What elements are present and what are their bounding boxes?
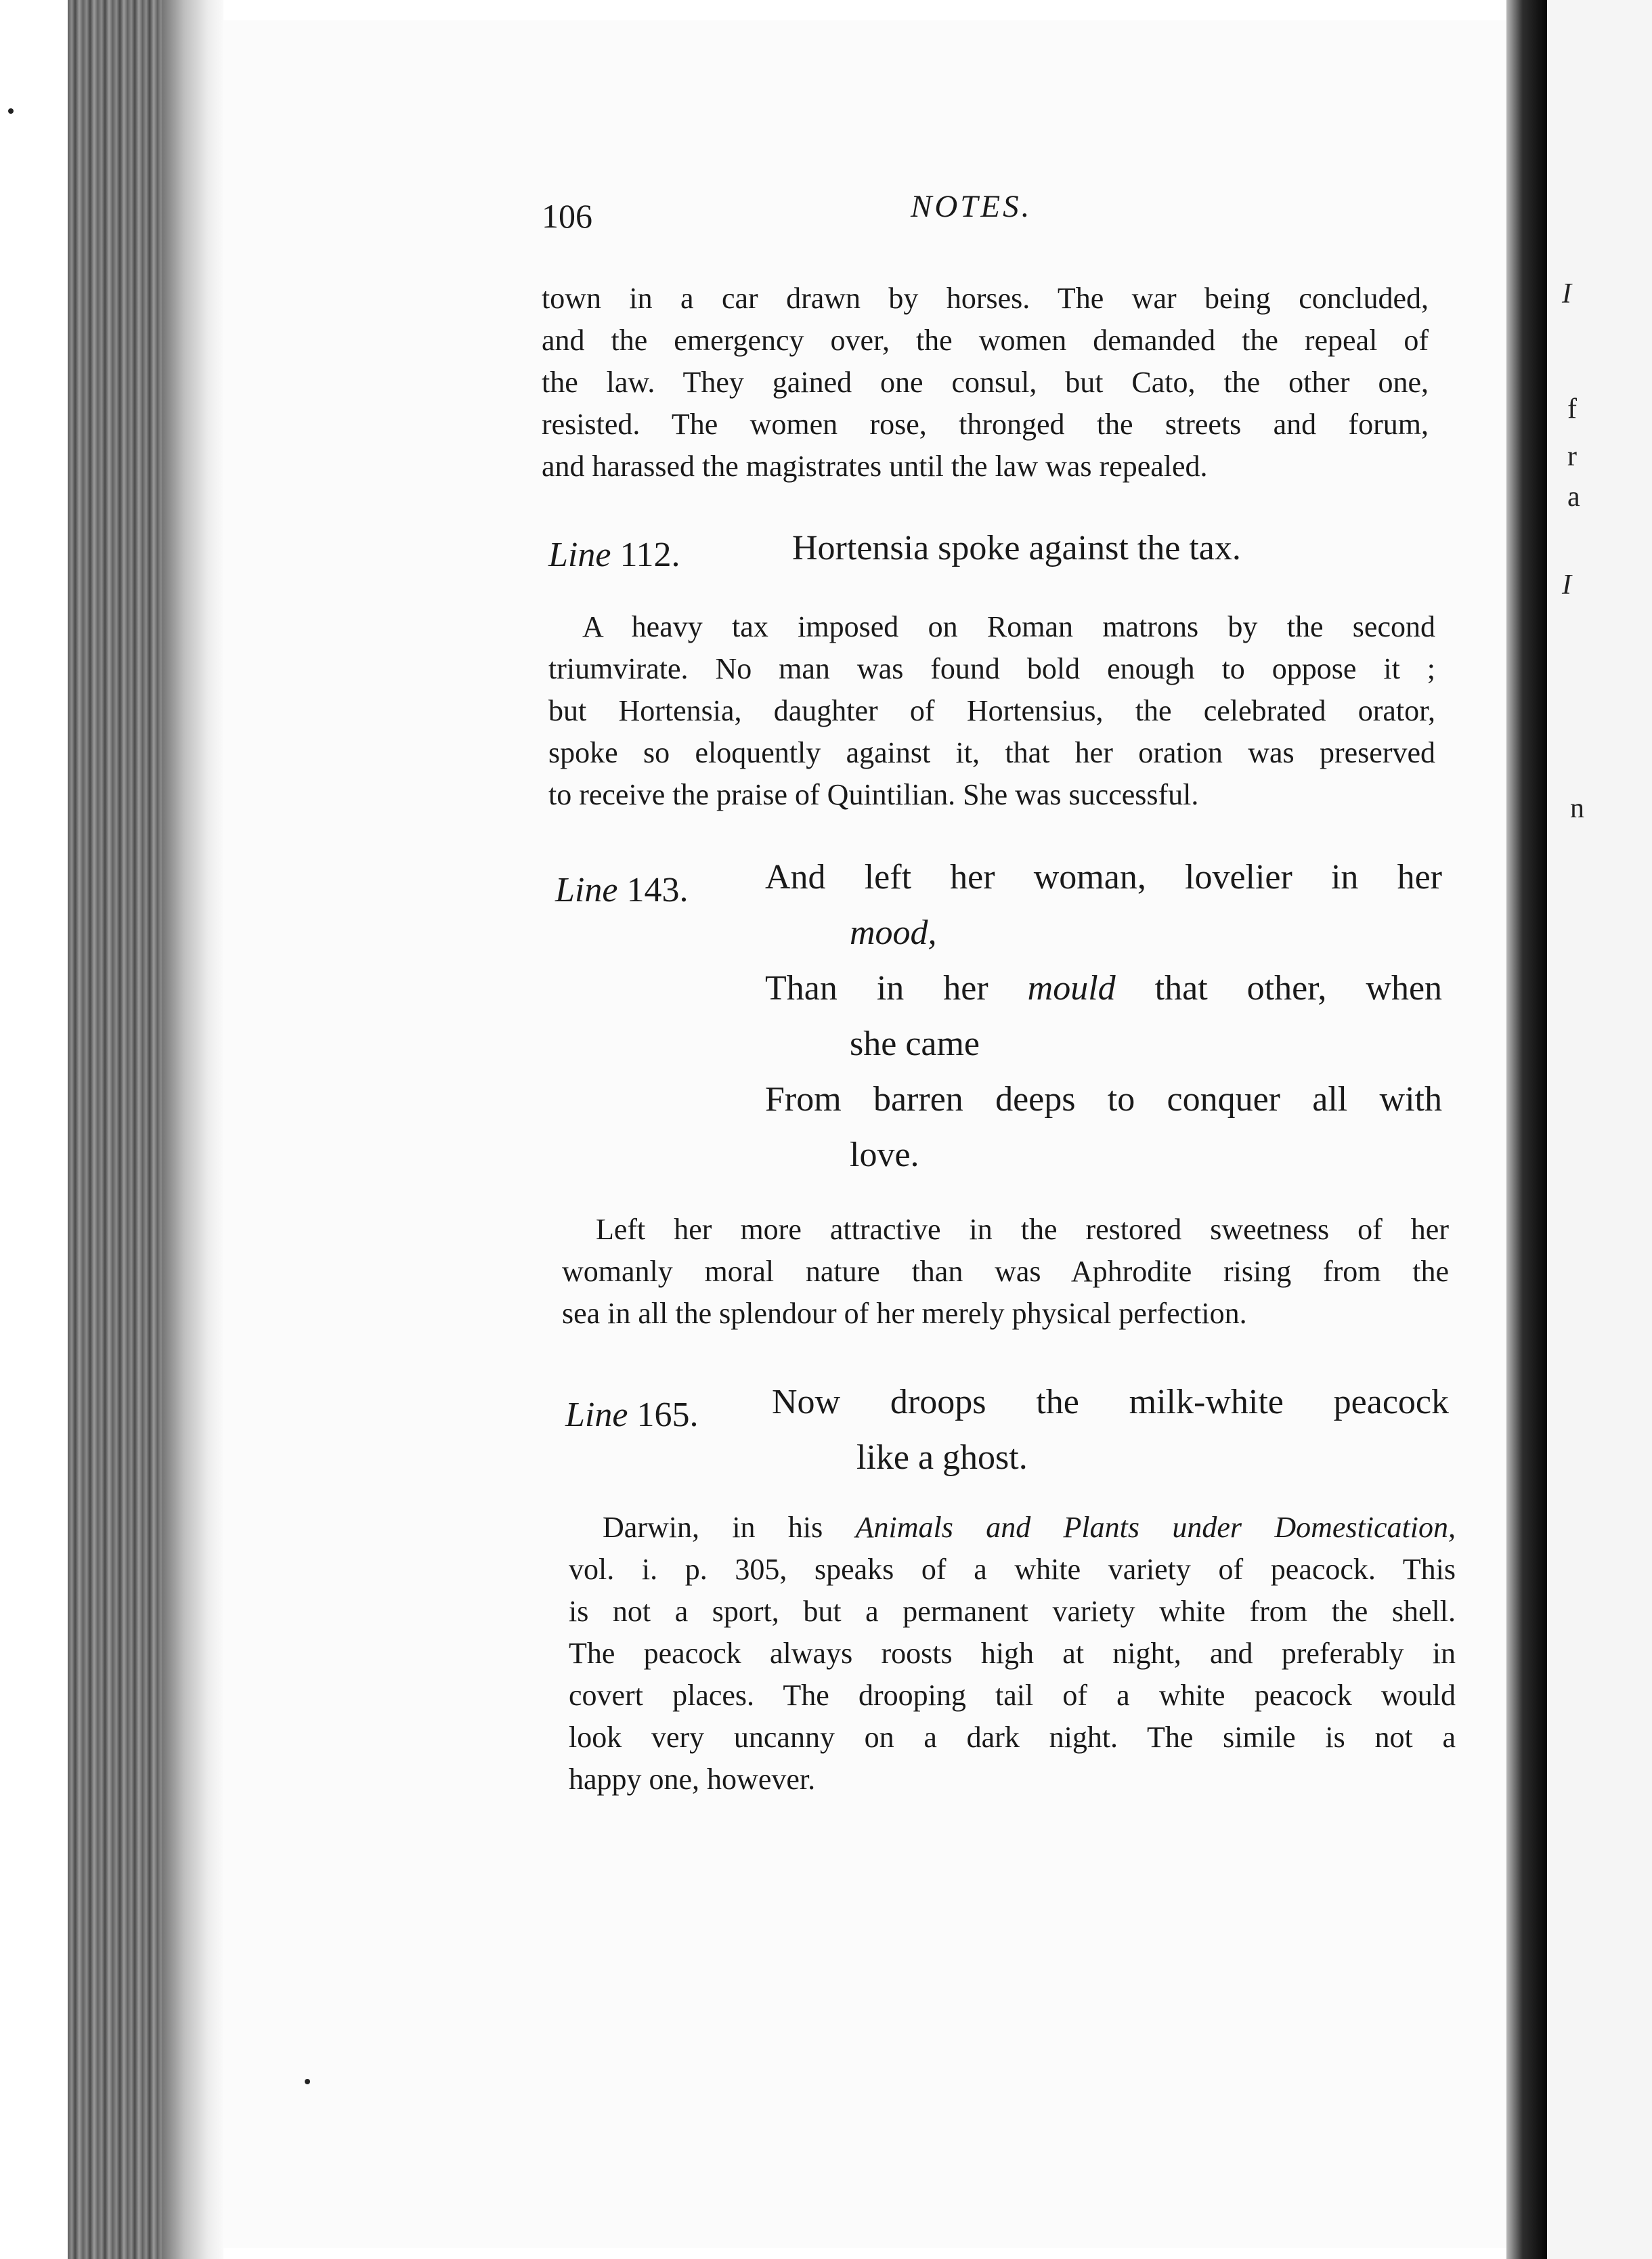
verse-line: From barren deeps to conquer all with [765, 1080, 1442, 1119]
text-line: to receive the praise of Quintilian. She was successful. [548, 778, 1199, 811]
line-label-word: Line [548, 536, 611, 574]
text-line: resisted. The women rose, thronged the streets and forum, [542, 408, 1429, 441]
text-line: The peacock always roosts high at night, and preferably in [569, 1637, 1456, 1670]
text-line: womanly moral nature than was Aphrodite rising from the [562, 1255, 1449, 1288]
verse-line: And left her woman, lovelier in her [765, 858, 1442, 897]
quoted-line: Now droops the milk-white peacock [772, 1383, 1449, 1421]
scan-speck [305, 2079, 310, 2084]
verse-line [765, 961, 1442, 1016]
verse-continuation: love. [850, 1136, 919, 1174]
verse-emphasis: mould [1027, 969, 1116, 1008]
right-gutter-shadow [1506, 0, 1547, 2259]
text-line: spoke so eloquently against it, that her oration was preserved [548, 736, 1435, 769]
verse-quotation [765, 850, 1442, 1183]
text-line: covert places. The drooping tail of a white peacock would [569, 1679, 1456, 1712]
text-line: vol. i. p. 305, speaks of a white variety of peacock. This [569, 1553, 1456, 1586]
text-segment: Darwin, in his [603, 1511, 823, 1544]
note-paragraph [548, 606, 1435, 816]
text-line: and the emergency over, the women demanded the repeal of [542, 324, 1429, 357]
scan-speck [8, 108, 14, 114]
text-line: the law. They gained one consul, but Cato, the other one, [542, 366, 1429, 399]
text-line: A heavy tax imposed on Roman matrons by the second [582, 610, 1435, 643]
line-reference [565, 1395, 698, 1435]
facing-page-fragment: I f r a I n [1547, 0, 1652, 2259]
quoted-line: Hortensia spoke against the tax. [792, 529, 1241, 567]
text-line: happy one, however. [569, 1763, 816, 1796]
page-number: 106 [542, 197, 592, 235]
line-label-word: Line [565, 1396, 628, 1434]
text-line: and harassed the magistrates until the law was repealed. [542, 450, 1208, 483]
line-label-number: 165. [636, 1396, 699, 1434]
verse-continuation: mood, [850, 913, 937, 952]
quoted-line-continuation: like a ghost. [856, 1438, 1028, 1477]
book-title: Animals and Plants under Domestication, [855, 1511, 1456, 1544]
text-line: but Hortensia, daughter of Hortensius, the celebrated orator, [548, 694, 1435, 727]
text-line: triumvirate. No man was found bold enough to oppose it ; [548, 652, 1435, 685]
note-paragraph [562, 1209, 1449, 1335]
running-title: NOTES. [911, 189, 1032, 224]
text-line: Left her more attractive in the restored sweetness of her [596, 1213, 1449, 1246]
line-label-number: 112. [620, 536, 680, 574]
line-label-number: 143. [626, 871, 689, 909]
verse-segment: that other, when [1154, 969, 1443, 1008]
text-line: is not a sport, but a permanent variety white from the shell. [569, 1595, 1456, 1628]
quoted-line-block [772, 1375, 1449, 1486]
text-line: look very uncanny on a dark night. The simile is not a [569, 1721, 1456, 1754]
book-page-edges [68, 0, 162, 2259]
verse-continuation: she came [850, 1025, 980, 1063]
text-line [569, 1507, 1456, 1549]
line-reference [555, 870, 688, 910]
note-paragraph [569, 1507, 1456, 1801]
line-label-word: Line [555, 871, 618, 909]
gutter-shadow [162, 0, 223, 2259]
verse-segment: Than in her [765, 969, 988, 1008]
text-line: town in a car drawn by horses. The war being concluded, [542, 282, 1429, 315]
line-reference [548, 535, 680, 575]
text-line: sea in all the splendour of her merely physical perfection. [562, 1297, 1247, 1330]
intro-paragraph [542, 278, 1429, 488]
